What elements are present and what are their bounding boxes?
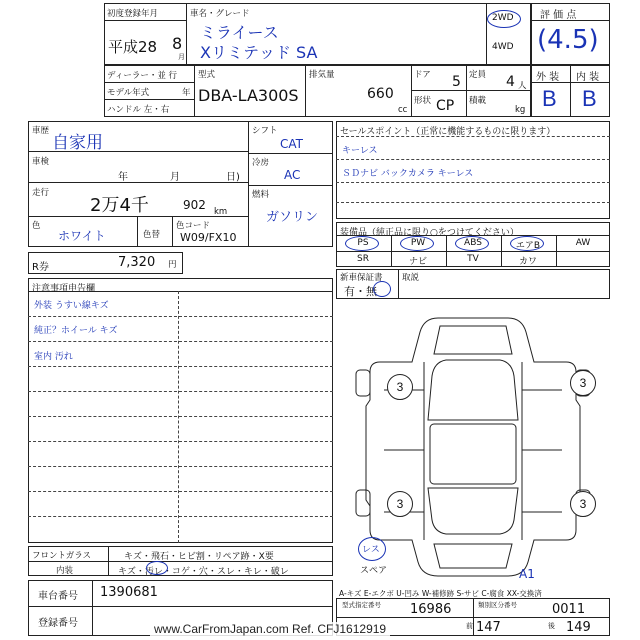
front-glass-value: キズ・飛石・ヒビ割・リペア跡・X要 [124, 552, 274, 562]
type-label: 型式 [198, 70, 216, 80]
score-label: 評 価 点 [540, 10, 577, 21]
rear-axle-value: 149 [566, 620, 591, 635]
fuel-label: 燃料 [252, 190, 270, 200]
door-value: 5 [452, 74, 461, 90]
spare-label: スペア [360, 566, 388, 576]
use-label: 車歴 [32, 126, 50, 136]
interior-cond-label: 内装 [56, 566, 74, 576]
chassis-value: 1390681 [100, 585, 158, 600]
sales-point-line-1: キーレス [342, 146, 378, 156]
capacity-value: 4 [506, 74, 515, 90]
type-no-label: 型式指定番号 [342, 601, 381, 609]
interior-dirt-circle [146, 561, 168, 575]
damage-badge-rear-right: 3 [570, 491, 596, 517]
fuel-value: ガソリン [266, 210, 319, 225]
chassis-label: 車台番号 [38, 591, 78, 602]
displacement-label: 排気量 [309, 70, 335, 80]
interior-grade: B [582, 86, 597, 111]
recycle-box [28, 252, 183, 274]
handle-label: ハンドル 左・右 [107, 105, 170, 115]
warranty-label: 新車保証書 [340, 273, 383, 283]
equip-airbag: エアB [515, 241, 541, 251]
mileage-label: 走行 [32, 188, 50, 198]
interior-label: 内 装 [576, 72, 600, 83]
door-label: ドア [414, 70, 431, 80]
yen-unit: 円 [168, 260, 177, 270]
damage-badge-front-right: 3 [570, 370, 596, 396]
class-no-label: 類別区分番号 [478, 601, 517, 609]
shape-label: 形状 [414, 96, 432, 106]
shift-value: CAT [280, 137, 303, 151]
exterior-label: 外 装 [536, 72, 560, 83]
reg-era: 平成28 [108, 38, 158, 56]
displacement-value: 660 [367, 86, 394, 102]
equip-abs: ABS [464, 238, 482, 248]
drive-4wd: 4WD [492, 42, 514, 52]
drive-2wd: 2WD [492, 13, 514, 23]
car-name: ミライース [200, 23, 279, 42]
reg-label: 初度登録年月 [107, 9, 159, 19]
damage-legend: A-キズ E-エクボ U-凹み W-補修跡 S-サビ C-腐食 XX-交換済 [339, 589, 542, 598]
sales-points-title: セールスポイント（正常に機能するものに限ります） [340, 127, 556, 137]
name-label: 車名・グレード [190, 9, 250, 19]
note-line-3: 室内 汚れ [34, 352, 73, 362]
km-unit: km [214, 207, 228, 217]
shift-label: シフト [252, 126, 278, 136]
note-line-1: 外装 うすい線キズ [34, 301, 109, 311]
damage-code-a1: A1 [519, 567, 535, 581]
equipment-title: 装備品（純正品に限り○をつけてください） [340, 228, 519, 238]
equip-pw: PW [410, 238, 426, 248]
type-no-value: 16986 [410, 602, 452, 617]
interior-cond-value: キズ・汚レ・コゲ・穴・スレ・キレ・破レ [118, 567, 289, 577]
shape-value: CP [436, 98, 455, 114]
dealer-label: ディーラー・並 行 [107, 71, 178, 81]
color-code-label: 色コード [176, 221, 211, 231]
manual-label: 取説 [402, 273, 420, 283]
rear-axle-label: 後 [548, 622, 555, 630]
cc-unit: cc [398, 105, 408, 115]
warranty-none-circle [373, 281, 391, 297]
mileage-value: 2万4千 [90, 195, 149, 216]
inspection-label: 車検 [32, 157, 50, 167]
reg-month: 8 [172, 34, 183, 53]
use-value: 自家用 [52, 133, 103, 153]
inspection-year-unit: 年 [118, 172, 128, 183]
equip-tv: TV [467, 254, 479, 264]
model-year-unit: 年 [182, 88, 191, 98]
ac-value: AC [284, 168, 301, 182]
model-year-label: モデル年式 [107, 88, 150, 98]
model-code: DBA-LA300S [198, 86, 299, 105]
equip-aw: AW [575, 238, 591, 248]
color-value: ホワイト [58, 229, 106, 243]
front-axle-label: 前 [466, 622, 473, 630]
class-no-value: 0011 [552, 602, 586, 617]
recycle-label: R券 [32, 262, 49, 273]
ac-label: 冷房 [252, 158, 270, 168]
warranty-value: 有・無 [344, 285, 377, 298]
equip-navi: ナビ [408, 257, 427, 267]
color-change-label: 色替 [143, 230, 161, 240]
registration-label: 登録番号 [38, 618, 78, 629]
front-axle-value: 147 [476, 620, 501, 635]
notes-section [28, 278, 333, 543]
sales-point-line-2: ＳＤナビ バックカメラ キーレス [342, 169, 474, 179]
inspection-month-unit: 月 [170, 172, 180, 183]
note-line-2: 純正？ホイール キズ [34, 326, 118, 336]
front-glass-label: フロントガラス [32, 551, 91, 561]
exterior-grade: B [542, 86, 557, 111]
car-grade: Xリミテッド SA [200, 43, 318, 62]
damage-badge-rear-left: 3 [387, 491, 413, 517]
equip-ps: PS [357, 238, 369, 248]
equip-leather: カワ [518, 257, 537, 267]
color-label: 色 [32, 221, 41, 231]
notes-title: 注意事項申告欄 [32, 284, 96, 294]
load-label: 積載 [469, 96, 487, 106]
capacity-label: 定員 [469, 70, 487, 80]
spare-mark: レス [362, 545, 380, 555]
color-code: W09/FX10 [180, 231, 237, 244]
damage-badge-front-left: 3 [387, 374, 413, 400]
kg-unit: kg [515, 105, 526, 115]
recycle-value: 7,320 [118, 255, 156, 270]
reg-month-unit: 月 [178, 53, 185, 61]
watermark: www.CarFromJapan.com Ref. CFJ1612919 [150, 622, 390, 636]
equip-sr: SR [357, 254, 369, 264]
capacity-unit: 人 [518, 81, 527, 91]
mileage-small: 902 [183, 198, 206, 212]
inspection-day-unit: 日) [226, 172, 240, 183]
score-value: (4.5) [537, 25, 599, 55]
header-section [104, 3, 532, 65]
